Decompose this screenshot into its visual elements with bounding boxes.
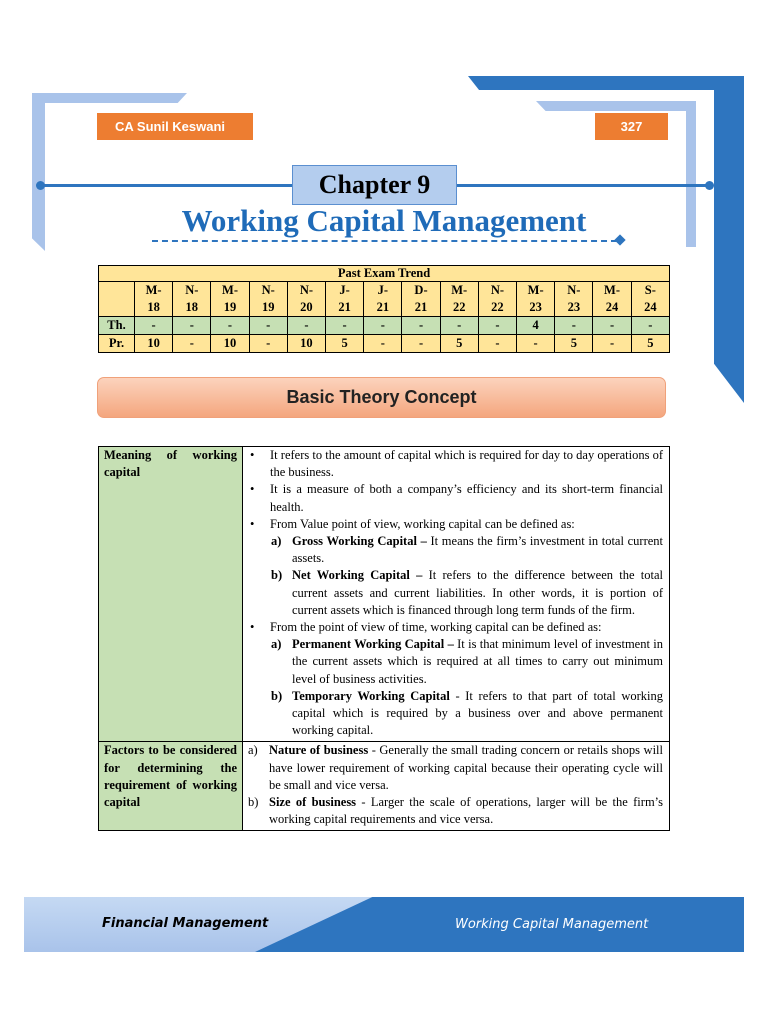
exam-session-year: 23 bbox=[529, 300, 542, 314]
factor-text: - Generally the small trading concern or retails shops will have lower requirement of working capital because their operating cycle will be small and vice versa. bbox=[269, 743, 663, 792]
sub-item-text: It means the firm’s investment in total current assets. bbox=[292, 534, 664, 566]
exam-session-year: 24 bbox=[605, 300, 619, 314]
exam-session-month: S- bbox=[644, 283, 656, 297]
exam-trend-cell: - bbox=[555, 317, 593, 335]
exam-session-header bbox=[555, 282, 593, 317]
exam-session-header bbox=[631, 282, 669, 317]
factor-marker: b) bbox=[248, 795, 259, 810]
exam-trend-practical-row bbox=[99, 335, 670, 353]
factor-item bbox=[248, 794, 663, 828]
sub-item-marker: a) bbox=[271, 534, 282, 549]
sub-item bbox=[248, 688, 663, 740]
exam-session-year: 21 bbox=[414, 300, 428, 314]
exam-session-header bbox=[440, 282, 478, 317]
exam-session-header bbox=[402, 282, 440, 317]
basic-theory-concept-banner: Basic Theory Concept bbox=[97, 377, 666, 418]
bullet-item bbox=[248, 447, 663, 481]
chapter-label: Chapter 9 bbox=[292, 165, 457, 205]
exam-session-month: M- bbox=[527, 283, 544, 297]
exam-session-year: 21 bbox=[376, 300, 390, 314]
divider-end-dot-left bbox=[36, 181, 45, 190]
sub-item-term: Temporary Working Capital bbox=[292, 688, 450, 703]
frame-decoration-top-left bbox=[32, 93, 187, 103]
exam-session-year: 18 bbox=[185, 300, 199, 314]
sub-item-marker: a) bbox=[271, 637, 282, 652]
exam-session-year: 18 bbox=[147, 300, 160, 314]
exam-session-month: N- bbox=[261, 283, 275, 297]
bullet-icon: • bbox=[250, 516, 255, 531]
exam-trend-cell: - bbox=[173, 335, 211, 353]
frame-decoration-inner-top-right bbox=[536, 101, 696, 111]
exam-session-year: 23 bbox=[567, 300, 581, 314]
divider-end-dot-right bbox=[705, 181, 714, 190]
bullet-item bbox=[248, 516, 663, 533]
footer-chapter: Working Capital Management bbox=[455, 917, 649, 932]
exam-session-header bbox=[517, 282, 555, 317]
exam-trend-caption: Past Exam Trend bbox=[99, 266, 670, 282]
exam-trend-cell: - bbox=[517, 335, 555, 353]
bullet-text: From the point of view of time, working capital can be defined as: bbox=[270, 620, 602, 635]
exam-trend-cell: - bbox=[402, 335, 440, 353]
frame-decoration-inner-right bbox=[686, 101, 696, 247]
sub-item bbox=[248, 533, 663, 567]
exam-trend-cell: 10 bbox=[211, 335, 249, 353]
exam-trend-cell: 5 bbox=[631, 335, 669, 353]
exam-trend-cell: 4 bbox=[517, 317, 555, 335]
sub-item-term: Gross Working Capital – bbox=[292, 534, 427, 549]
exam-session-month: M- bbox=[222, 283, 238, 297]
bullet-icon: • bbox=[250, 482, 255, 497]
exam-session-month: J- bbox=[377, 283, 389, 297]
theory-row-heading: Meaning of working capital bbox=[99, 447, 243, 741]
past-exam-trend-table bbox=[98, 265, 670, 353]
exam-trend-cell: - bbox=[211, 317, 249, 335]
bullet-text: It is a measure of both a company’s efficiency and its short-term financial health. bbox=[270, 482, 663, 514]
exam-trend-header-row bbox=[99, 282, 670, 317]
factor-text: - Larger the scale of operations, larger will be the firm’s working capital requirements and vice versa. bbox=[269, 795, 664, 827]
frame-decoration-top-right bbox=[468, 76, 744, 90]
bullet-text: From Value point of view, working capital can be defined as: bbox=[270, 516, 575, 531]
exam-session-year: 19 bbox=[261, 300, 275, 314]
theory-row-heading: Factors to be considered for determining the requirement of working capital bbox=[99, 742, 243, 830]
theory-row-content bbox=[243, 447, 669, 741]
exam-session-header bbox=[135, 282, 173, 317]
exam-trend-cell: - bbox=[402, 317, 440, 335]
exam-session-month: D- bbox=[414, 283, 428, 297]
factor-marker: a) bbox=[248, 743, 258, 758]
row-label: Th. bbox=[99, 317, 135, 335]
bullet-text: It refers to the amount of capital which is required for day to day operations of the business. bbox=[270, 448, 663, 480]
sub-item bbox=[248, 636, 663, 688]
exam-trend-cell: - bbox=[249, 335, 287, 353]
bullet-icon: • bbox=[250, 448, 255, 462]
exam-session-year: 19 bbox=[223, 300, 237, 314]
author-label: CA Sunil Keswani bbox=[97, 113, 253, 140]
exam-trend-cell: 10 bbox=[287, 335, 325, 353]
exam-trend-cell: - bbox=[631, 317, 669, 335]
exam-session-header bbox=[249, 282, 287, 317]
title-underline bbox=[152, 240, 617, 242]
sub-item-term: Net Working Capital – bbox=[292, 568, 423, 583]
exam-session-month: M- bbox=[451, 283, 468, 297]
factor-term: Nature of business bbox=[269, 743, 369, 758]
exam-session-year: 22 bbox=[491, 300, 504, 314]
exam-session-month: M- bbox=[145, 283, 162, 297]
exam-trend-cell: - bbox=[364, 335, 402, 353]
exam-trend-cell: - bbox=[364, 317, 402, 335]
exam-trend-cell: - bbox=[249, 317, 287, 335]
exam-trend-cell: 5 bbox=[326, 335, 364, 353]
bullet-item bbox=[248, 619, 663, 636]
exam-session-month: N- bbox=[299, 283, 314, 297]
exam-session-month: N- bbox=[567, 283, 581, 297]
sub-item-term: Permanent Working Capital – bbox=[292, 637, 454, 652]
sub-item-marker: b) bbox=[271, 688, 283, 703]
exam-session-year: 21 bbox=[338, 300, 351, 314]
frame-decoration-right bbox=[714, 76, 744, 403]
exam-session-header bbox=[364, 282, 402, 317]
exam-session-month: M- bbox=[604, 283, 621, 297]
exam-session-header bbox=[326, 282, 364, 317]
bullet-item bbox=[248, 481, 663, 515]
exam-trend-cell: - bbox=[326, 317, 364, 335]
exam-session-header bbox=[173, 282, 211, 317]
sub-item bbox=[248, 567, 663, 619]
exam-trend-cell: - bbox=[135, 317, 173, 335]
exam-trend-cell: - bbox=[593, 317, 631, 335]
theory-row-factors bbox=[99, 741, 669, 830]
exam-trend-cell: 10 bbox=[135, 335, 173, 353]
chapter-title: Working Capital Management bbox=[181, 203, 587, 238]
frame-decoration-left bbox=[32, 93, 45, 251]
exam-trend-cell: - bbox=[478, 335, 516, 353]
exam-trend-cell: 5 bbox=[440, 335, 478, 353]
exam-session-month: N- bbox=[490, 283, 505, 297]
exam-session-month: N- bbox=[185, 283, 199, 297]
footer-subject: Financial Management bbox=[102, 916, 269, 931]
exam-session-header bbox=[478, 282, 516, 317]
exam-session-header bbox=[593, 282, 631, 317]
exam-session-year: 20 bbox=[300, 300, 313, 314]
exam-session-header bbox=[287, 282, 325, 317]
theory-row-meaning bbox=[99, 447, 669, 741]
exam-trend-cell: - bbox=[478, 317, 516, 335]
factor-item bbox=[248, 742, 663, 794]
page-number: 327 bbox=[595, 113, 668, 140]
exam-session-month: J- bbox=[339, 283, 350, 297]
sub-item-text: - It refers to that part of total working capital which is required by a business over and above permanent working capital. bbox=[292, 688, 663, 738]
theory-table bbox=[98, 446, 670, 831]
bullet-icon: • bbox=[250, 620, 255, 635]
header-corner-cell bbox=[99, 282, 135, 317]
exam-trend-theory-row bbox=[99, 317, 670, 335]
sub-item-marker: b) bbox=[271, 568, 283, 583]
theory-row-content bbox=[243, 742, 669, 830]
sub-item-text: It refers to the difference between the total current assets and current liabilities. In other words, it is portion of current assets which is financed through long term funds of the firm. bbox=[292, 568, 663, 617]
exam-trend-cell: - bbox=[440, 317, 478, 335]
row-label: Pr. bbox=[99, 335, 135, 353]
sub-item-text: It is that minimum level of investment in the current assets which is required at all times to carry out minimum level of business activities. bbox=[292, 637, 663, 686]
exam-session-year: 22 bbox=[452, 300, 466, 314]
exam-trend-cell: - bbox=[173, 317, 211, 335]
exam-trend-cell: - bbox=[287, 317, 325, 335]
factor-term: Size of business bbox=[269, 795, 357, 810]
exam-session-header bbox=[211, 282, 249, 317]
exam-trend-cell: - bbox=[593, 335, 631, 353]
exam-session-year: 24 bbox=[644, 300, 657, 314]
exam-trend-cell: 5 bbox=[555, 335, 593, 353]
